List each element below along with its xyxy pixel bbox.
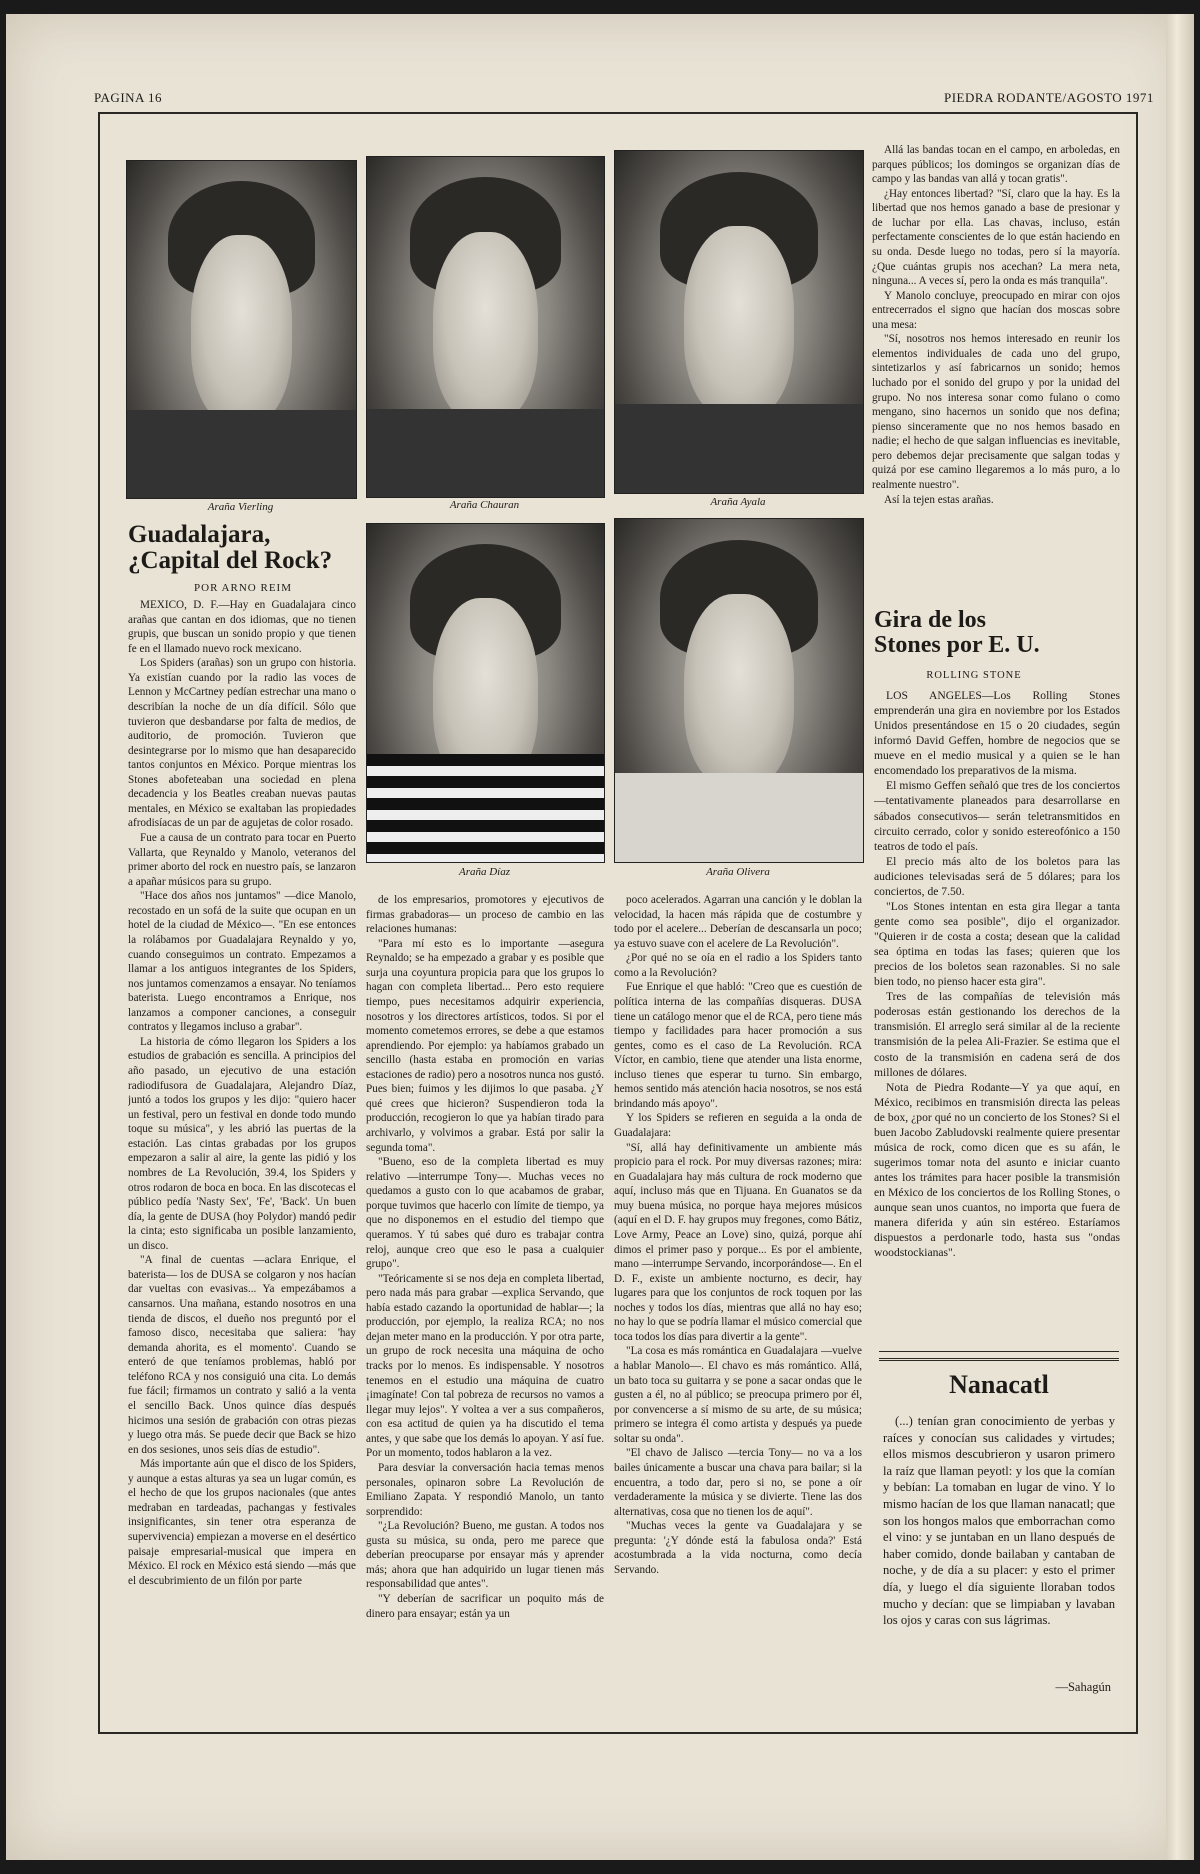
page-number: PAGINA 16 (94, 90, 162, 105)
divider-rule (879, 1351, 1119, 1352)
nanacatl-box (879, 1358, 1119, 1713)
page-edge (1166, 14, 1194, 1860)
headline-stones-tour: Gira de los Stones por E. U. (874, 607, 1040, 659)
caption-vierling: Araña Vierling (207, 501, 274, 513)
nanacatl-text: (...) tenían gran conocimiento de yerbas y raíces y conocían sus calidades y virtudes; ellos mismos descubrieron y usaron primero la raíz que llaman peyotl: y los que la comían y bebían: La tomaban en lugar de vino. Y lo mismo hacían de los que llaman nanacatl; que son los hongos malos que emborrachan como el vino: y se juntaban en un llano después de haber comido, donde bailaban y cantaban de noche, y de día a su placer: y esto el primer día, y luego el día siguiente lloraban todos mucho y decían: que se limpiaban y lavaban los ojos y caras con sus lágrimas. (883, 1414, 1115, 1628)
photo-diaz (366, 523, 605, 863)
photo-olivera (614, 518, 864, 863)
photo-chauran (366, 156, 605, 498)
byline-rolling-stone: ROLLING STONE (926, 670, 1022, 681)
article1-column-b: de los empresarios, promotores y ejecutivos de firmas grabadoras— un proceso de cambio en las relaciones humanas: "Para mí esto es lo importante —asegura Reynaldo; se ha empezado a grabar y es posible que surja una coyuntura propicia para que los grupos lo hagan con completa libertad... Pero esto requiere tiempo, pues necesitamos adquirir experiencia, nosotros y los directores artísticos, todos. Si por el momento cometemos errores, se debe a que estamos aprendiendo. Por ejemplo: ya habíamos grabado un sencillo (hasta estaba en promoción en varias estaciones de radio) pero a nosotros nunca nos gustó. Pues bien; fuimos y les dijimos lo que pasaba. ¿Y qué crees que hicieron? Suspendieron toda la producción, recogieron lo que ya habían tirado para archivarlo, y volvimos a grabar. Está por salir la segunda toma". "Bueno, eso de la completa libertad es muy relativo —interrumpe Tony—. Muchas veces no quedamos a gusto con lo que acabamos de grabar, porque tuvimos que hacerlo con límite de tiempo, ya que no disponemos en el estudio del tiempo que queramos. Y tú sabes qué duro es trabajar contra reloj, aunque creo que eso le pasa a cualquier grupo". "Teóricamente si se nos deja en completa libertad, pero nada más para grabar —explica Servando, que había estado cazando la oportunidad de hablar—; la producción, por ejemplo, la realiza RCA; no nos dejan meter mano en la producción. Y por otra parte, un grupo de rock necesita una máquina de ocho tracks por lo menos. Es indispensable. Y nosotros tenemos en el estudio una máquina de cuatro ¡imagínate! Con tal pobreza de recursos no vamos a llegar muy lejos". Y voltea a ver a sus compañeros, con esa actitud de quien ya ha discutido el tema antes, y que sabe que los demás lo apoyan. Y así fue. Por un momento, todos hablaron a la vez. Para desviar la conversación hacia temas menos personales, opinaron sobre La Revolución de Emiliano Zapata. Y respondió Manolo, un tanto sorprendido: "¿La Revolución? Bueno, me gustan. A todos nos gusta su música, su onda, pero me parece que deberían preocuparse por ensayar más y aprender más; ahora que han adquirido un lugar tienen más responsabilidad que antes". "Y deberían de sacrificar un poquito más de dinero para ensayar; están ya un (366, 894, 604, 1620)
headline-nanacatl: Nanacatl (949, 1370, 1049, 1399)
signature-sahagun: —Sahagún (1055, 1680, 1111, 1694)
caption-diaz: Araña Díaz (458, 866, 511, 878)
byline-arno-reim: POR ARNO REIM (194, 582, 292, 594)
masthead: PIEDRA RODANTE/AGOSTO 1971 (944, 90, 1154, 105)
article1-column-d: Allá las bandas tocan en el campo, en arboledas, en parques públicos; los domingos se organizan días de campo y las bandas van allá y tocan gratis". ¿Hay entonces libertad? "Sí, claro que la hay. Es la libertad que nos hemos ganado a base de presionar y de luchar por ella. Las chavas, incluso, están perfectamente conscientes de lo que están haciendo en su onda. Desde luego no todas, pero sí la mayoría. ¿Que cuántas grupis nos acechan? La mera neta, ninguna... A veces sí, pero la onda es más tranquila". Y Manolo concluye, preocupado en mirar con ojos entrecerrados el signo que hacían dos moscas sobre una mesa: "Sí, nosotros nos hemos interesado en reunir los elementos individuales de cada uno del grupo, sintetizarlos y así fabricarnos un sonido; hemos luchado por el sonido del grupo y por la unidad del grupo. No nos interesa sonar como fulano o como mengano, sino hacernos un sonido que nos defina; pienso sinceramente que no nos hemos basado en nadie; el hecho de que salgan influencias es inevitable, pero debemos dejar precisamente que salgan todas y quizá por ese camino llegaremos a lo más puro, a lo realmente nuestro". Así la tejen estas arañas. (872, 144, 1120, 506)
caption-ayala: Araña Ayala (710, 496, 766, 508)
article1-column-a: MEXICO, D. F.—Hay en Guadalajara cinco arañas que cantan en dos idiomas, que no tienen grupis, que buscan un sonido propio y que tienen fe en el llamado nuevo rock mexicano. Los Spiders (arañas) son un grupo con historia. Ya existían cuando por la radio las voces de Lennon y McCartney pedían estrechar una mano o describían la noche de un día difícil. Sólo que tuvieron que desbandarse por falta de medios, de auditorio, de promoción. Tuvieron que desintegrarse por lo mismo que han desaparecido tantos conjuntos en México. Porque mientras los Stones abofeteaban una sociedad en plena decadencia y los Beatles creaban nuevas pautas mentales, en México se exaltaban las propiedades afrodisíacas de un par de agujetas de color rosado. Fue a causa de un contrato para tocar en Puerto Vallarta, que Reynaldo y Manolo, veteranos del primer aborto del rock en nuestro país, se lanzaron a apañar músicos para su grupo. "Hace dos años nos juntamos" —dice Manolo, recostado en un sofá de la suite que ocupan en un hotel de la ciudad de México—. "En ese entonces la rolábamos por Guadalajara Reynaldo y yo, cuando conseguimos un contrato. Empezamos a llamar a los antiguos integrantes de los Spiders, nos juntamos comenzamos a ensayar. No teníamos baterista. Luego encontramos a Enrique, nos lanzamos a componer canciones, a conseguir contratos y llegamos incluso a grabar". La historia de cómo llegaron los Spiders a los estudios de grabación es sencilla. A principios del año pasado, un ejecutivo de una estación radiodifusora de Guadalajara, Alejandro Díaz, juntó a todos los grupos y les dijo: "quiero hacer un festival, pero un festival en donde todo mundo toque su música", y les abrió las puertas de la estación. Las cintas grabadas por los grupos empezaron a salir al aire, la gente las pidió y los nombres de La Revolución, 39.4, los Spiders y otros rodaron de boca en boca. En las discotecas el público pedía 'Nasty Sex', 'Fe', 'Back'. Un buen día, la gente de DUSA (hoy Polydor) mandó pedir la cinta; esto significaba un posible lanzamiento, un disco. "A final de cuentas —aclara Enrique, el baterista— los de DUSA se colgaron y nos hacían dar vueltas con evasivas... Ya empezábamos a cansarnos. Una mañana, estando nosotros en una tienda de discos, el dueño nos preguntó por el famoso disco, necesitaba que saliera: 'hay demanda ahorita, es el momento'. Cuando se enteró de que teníamos problemas, habló por teléfono RCA y nos consiguió una cita. Lo demás fue fácil; firmamos un contrato y salió a la venta el sencillo Back. Unos quince días después hicimos una sesión de grabación con otras piezas y luego otra más. Se puede decir que Back se hizo en dos sesiones, unos seis días de estudio". Más importante aún que el disco de los Spiders, y aunque a estas alturas ya sea un lugar común, es el hecho de que los grupos nacionales (que antes medraban en tardeadas, pachangas y festivales insignificantes, sin tener otra esperanza de supervivencia) empiezan a moverse en el desértico paisaje empresarial-musical que impera en México. El rock en México está siendo —más que el descubrimiento de un filón por parte (128, 599, 356, 1587)
caption-olivera: Araña Olivera (706, 866, 770, 878)
photo-ayala (614, 150, 864, 494)
article1-column-c: poco acelerados. Agarran una canción y le doblan la velocidad, la hacen más rápida que de costumbre y todo por el acelere... Deberían de descansarla un poco; ya estuvo suave con el acelere de La Revolución". ¿Por qué no se oía en el radio a los Spiders tanto como a la Revolución? Fue Enrique el que habló: "Creo que es cuestión de política interna de las compañías disqueras. DUSA tiene un catálogo menor que el de RCA, pero tiene más tiempo y facilidades para hacer promoción a sus gentes, como es el caso de La Revolución. RCA Víctor, en cambio, tiene que atender una lista enorme, incluso tienes que esperar tu turno. Sin embargo, hemos sentido más atención hacia nosotros, se nos está brindando más apoyo". Y los Spiders se refieren en seguida a la onda de Guadalajara: "Sí, allá hay definitivamente un ambiente más propicio para el rock. Por muy diversas razones; mira: en Guadalajara hay más cultura de rock moderno que aquí, incluso más que en Tijuana. En Guanatos se da muy buena música, no porque haya mejores músicos (aquí en el D. F. hay grupos muy fregones, como Bátiz, Love Army, Peace an Love) sino, quizá, porque ahí dimos el primer paso y porque... Es por el ambiente, mano —interrumpe Servando, incorporándose—. En el D. F., existe un ambiente nocturno, es decir, hay lugares para que los conjuntos de rock toquen por las noches y todos los días, mientras que allá no hay eso; no hay lo que se podría llamar el músico comercial que toca todos los días para divertir a la gente". "La cosa es más romántica en Guadalajara —vuelve a hablar Manolo—. El chavo es más romántico. Allá, un bato toca su guitarra y se pone a sacar ondas que le gusten a él, no al público; se preocupa primero por él, por convencerse a sí mismo de su arte, de su música; primero se integra él como artista y después ya puede soltar su onda". "El chavo de Jalisco —tercia Tony— no va a los bailes únicamente a buscar una chava para bailar; si la encuentra, a todo dar, pero si no, se pone a oír verdaderamente la música y se divierte. Tiene las dos alternativas, cosa que no tienen los de aquí". "Muchas veces la gente va Guadalajara y se pregunta: '¿Y dónde está la fabulosa onda?' Está acostumbrada a la vida nocturna, como decía Servando. (614, 894, 862, 1576)
article2-column: LOS ANGELES—Los Rolling Stones emprenderán una gira en noviembre por los Estados Unidos presentándose en 15 o 20 ciudades, según informó David Geffen, hombre de negocios que se mueve en el medio musical y a quien se le han encomendado los preparativos de la misma. El mismo Geffen señaló que tres de los conciertos —tentativamente planeados para desarrollarse en sábados consecutivos— serán teletransmitidos en circuito cerrado, color y sonido estereofónico a 150 teatros de todo el país. El precio más alto de los boletos para las audiciones televisadas será de 5 dólares; para los conciertos, de 7.50. "Los Stones intentan en esta gira llegar a tanta gente como sea posible", dijo el organizador. "Quieren ir de costa a costa; desean que la calidad sea óptima en todas las fases; quieren que los precios de los boletos sean razonables. Si no sale bien todo, no pienso hacer esta gira". Tres de las compañías de televisión más poderosas están gestionando los derechos de la transmisión. El arreglo será similar al de la reciente transmisión de la pelea Ali-Frazier. Se estima que el costo de la transmisión en cadena será de dos millones de dólares. Nota de Piedra Rodante—Y ya que aquí, en México, recibimos en transmisión directa las peleas de box, ¿por qué no un concierto de los Stones? Si el buen Jacobo Zabludovski realmente quiere presentar música de rock, como dicen que es su afán, le sugerimos tomar nota del asunto e iniciar cuanto antes los trámites para hacer posible la transmisión en México de los conciertos de los Rolling Stones, o aunque sean unos cuantos, no importa que fuera de manera diferida y aún sin estéreo. Estaríamos dispuestos a perdonarle todo, hasta sus "ondas woodstockianas". (874, 689, 1120, 1260)
photo-vierling (126, 160, 357, 499)
headline-guadalajara: Guadalajara, ¿Capital del Rock? (128, 521, 333, 575)
caption-chauran: Araña Chauran (449, 499, 520, 511)
